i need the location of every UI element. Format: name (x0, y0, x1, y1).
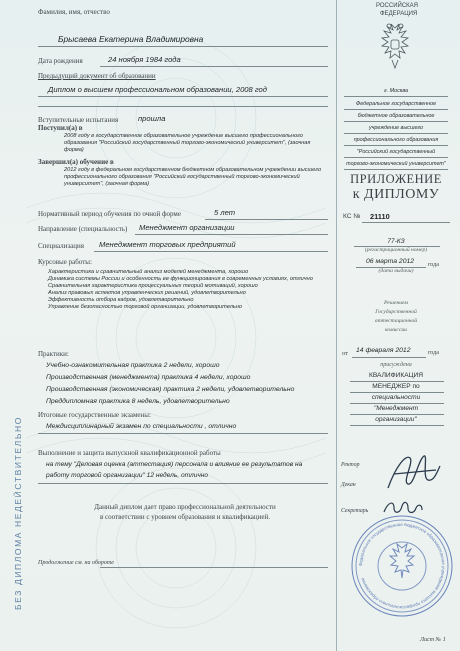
issuer-line-3: учреждение высшего (368, 125, 424, 131)
issuer-line-5: "Российский государственный (356, 149, 436, 155)
enrolled-label: Поступил(а) в (38, 124, 83, 132)
column-divider (336, 0, 337, 651)
specialization-underline (94, 251, 328, 252)
qual-underline-1 (350, 381, 444, 382)
qualification-1: КВАЛИФИКАЦИЯ (369, 372, 423, 379)
continued-note: Продолжение см. на обороте (38, 560, 114, 566)
entrance-value: прошла (138, 114, 166, 123)
issue-year-suffix: года (428, 262, 439, 268)
list-item: Сравнительная характеристика процессуальных теорий мотиваций, хорошо (48, 283, 258, 289)
sheet-number: Лист № 1 (420, 637, 446, 643)
issue-label: (дата выдачи) (378, 268, 414, 274)
completed-label: Завершил(а) обучение в (38, 158, 114, 166)
issuer-underline-1 (344, 109, 448, 110)
norm-period-label: Нормативный период обучения по очной форме (38, 210, 181, 218)
issuer-line-1: Федеральное государственное (355, 101, 437, 107)
reg-number: 77-КЗ (387, 238, 405, 245)
coursework-list (48, 269, 313, 311)
qual-underline-2 (350, 392, 444, 393)
norm-underline (205, 219, 328, 220)
series-number: 21110 (370, 212, 390, 221)
list-item: Производственная (экономическая) практика 2 недели, удовлетворительно (46, 386, 295, 393)
list-item: Преддипломная практика 8 недель, удовлетворительно (46, 398, 230, 405)
qual-underline-5 (350, 425, 444, 426)
student-name: Брысаева Екатерина Владимировна (58, 34, 204, 44)
from-date: 14 февраля 2012 (356, 347, 411, 354)
qual-underline-4 (350, 414, 444, 415)
decision-line-2: Государственной (375, 309, 417, 315)
direction-value: Менеджмент организации (139, 223, 235, 232)
dean-label: Декан (341, 482, 356, 488)
coursework-label: Курсовые работы: (38, 258, 92, 266)
secretary-label: Секретарь (341, 508, 369, 514)
issuer-city: г. Москва (383, 88, 409, 94)
list-item: Характеристика и сравнительный анализ моделей менеджмента, хорошо (48, 269, 249, 275)
seal-text: Федеральное государственное бюджетное образовательное учреждение высшего профессионального образования (357, 521, 447, 611)
entrance-label: Вступительные испытания (38, 116, 119, 124)
side-strip (4, 10, 22, 630)
continued-underline (100, 567, 328, 568)
dob-label: Дата рождения (38, 57, 83, 65)
decision-line-1: Решением (384, 300, 408, 306)
issuer-underline-2 (344, 121, 448, 122)
name-underline (38, 46, 328, 47)
from-year-suffix: года (428, 350, 439, 356)
svg-text:Федеральное государственное бю (358, 522, 446, 610)
awarded-label: присуждена (380, 362, 412, 368)
official-seal-stamp (348, 512, 456, 620)
country-label-1: РОССИЙСКАЯ (376, 3, 418, 9)
specialization-label: Специализация (38, 242, 85, 250)
document-title-1: ПРИЛОЖЕНИЕ (350, 172, 442, 186)
prev-doc-label: Предыдущий документ об образовании (38, 72, 156, 80)
thesis-underline (38, 483, 328, 484)
qualification-4: "Менеджмент (373, 405, 419, 412)
issuer-underline-6 (344, 169, 448, 170)
qualification-3: специальности (371, 394, 421, 401)
exams-value: Междисциплинарный экзамен по специальности , отлично (46, 423, 237, 430)
prev-doc-value: Диплом о высшем профессиональном образовании, 2008 год (48, 85, 267, 94)
issuer-underline-0 (344, 96, 448, 97)
list-item: Управление безопасностью торговой организации, удовлетворительно (48, 304, 243, 310)
issuer-underline-5 (344, 157, 448, 158)
direction-underline (135, 234, 328, 235)
issuer-line-6: торгово-экономический университет" (346, 161, 446, 167)
issue-date: 06 марта 2012 (366, 258, 415, 265)
list-item: Эффективность отбора кадров, удовлетворительно (48, 297, 194, 303)
issuer-line-2: бюджетное образовательное (357, 113, 435, 119)
direction-label: Направление (специальность) (38, 225, 128, 233)
list-item: Динамика системы России и особенность ее функционирования в современных условиях, отлично (48, 276, 313, 282)
decision-line-3: аттестационной (374, 318, 418, 324)
qual-underline-3 (350, 403, 444, 404)
norm-period-value: 5 лет (214, 208, 236, 217)
from-label: от (342, 350, 348, 357)
prev-doc-underline (38, 96, 328, 97)
list-item: Учебно-ознакомительная практика 2 недели, хорошо (46, 362, 220, 369)
specialization-value: Менеджмент торговых предприятий (99, 240, 236, 249)
issuer-underline-4 (344, 145, 448, 146)
series-prefix: КС № (343, 213, 361, 220)
coat-of-arms-icon (372, 22, 418, 72)
thesis-line-2: работу торговой организации" 12 недель, отлично (46, 472, 209, 479)
date-of-birth: 24 ноября 1984 года (108, 55, 181, 64)
thesis-label: Выполнение и защита выпускной квалификационной работы (38, 449, 221, 457)
issuer-line-4: профессионального образования (353, 137, 439, 143)
qualification-5: организации" (375, 416, 417, 423)
completed-text: 2012 году в федеральном государственном бюджетном образовательном учреждении высшего профессионального образования "Российский государственный торгово-экономический университет", (заочная форма) (64, 167, 322, 187)
from-underline (352, 357, 426, 358)
list-item: Анализ правовых аспектов управленческих решений, удовлетворительно (48, 290, 246, 296)
issuer-underline-3 (344, 133, 448, 134)
country-label-2: ФЕДЕРАЦИЯ (380, 11, 418, 17)
reg-label: (регистрационный номер) (364, 247, 428, 253)
fio-label: Фамилия, имя, отчество (38, 8, 110, 16)
thesis-line-1: на тему "Деловая оценка (аттестация) персонала и влияние ее результатов на (46, 461, 303, 468)
exams-label: Итоговые государственные экзамены: (38, 411, 151, 419)
side-strip-text: БЕЗ ДИПЛОМА НЕДЕЙСТВИТЕЛЬНО (13, 416, 23, 610)
rights-note: Данный диплом дает право профессиональной деятельности в соответствии с уровнем образования и квалификацией. (94, 503, 276, 521)
blank-line (38, 106, 328, 107)
rector-signature (384, 448, 444, 498)
enrolled-text: 2008 году в государственное образовательное учреждение высшего профессионального образования "Российский государственный торгово-экономический университет", (заочная форма) (64, 133, 311, 153)
decision-line-4: комиссии (385, 327, 407, 333)
list-item: Производственная (менеджмента) практика 4 недели, хорошо (46, 374, 251, 381)
dob-underline (100, 66, 328, 67)
practice-label: Практики: (38, 350, 69, 358)
guilloche-pattern (26, 8, 326, 638)
series-underline (362, 222, 450, 223)
chair-label: Ректор (341, 462, 360, 468)
document-title-2: к ДИПЛОМУ (352, 187, 440, 202)
exams-underline (38, 433, 328, 434)
qualification-2: МЕНЕДЖЕР по (372, 383, 420, 390)
